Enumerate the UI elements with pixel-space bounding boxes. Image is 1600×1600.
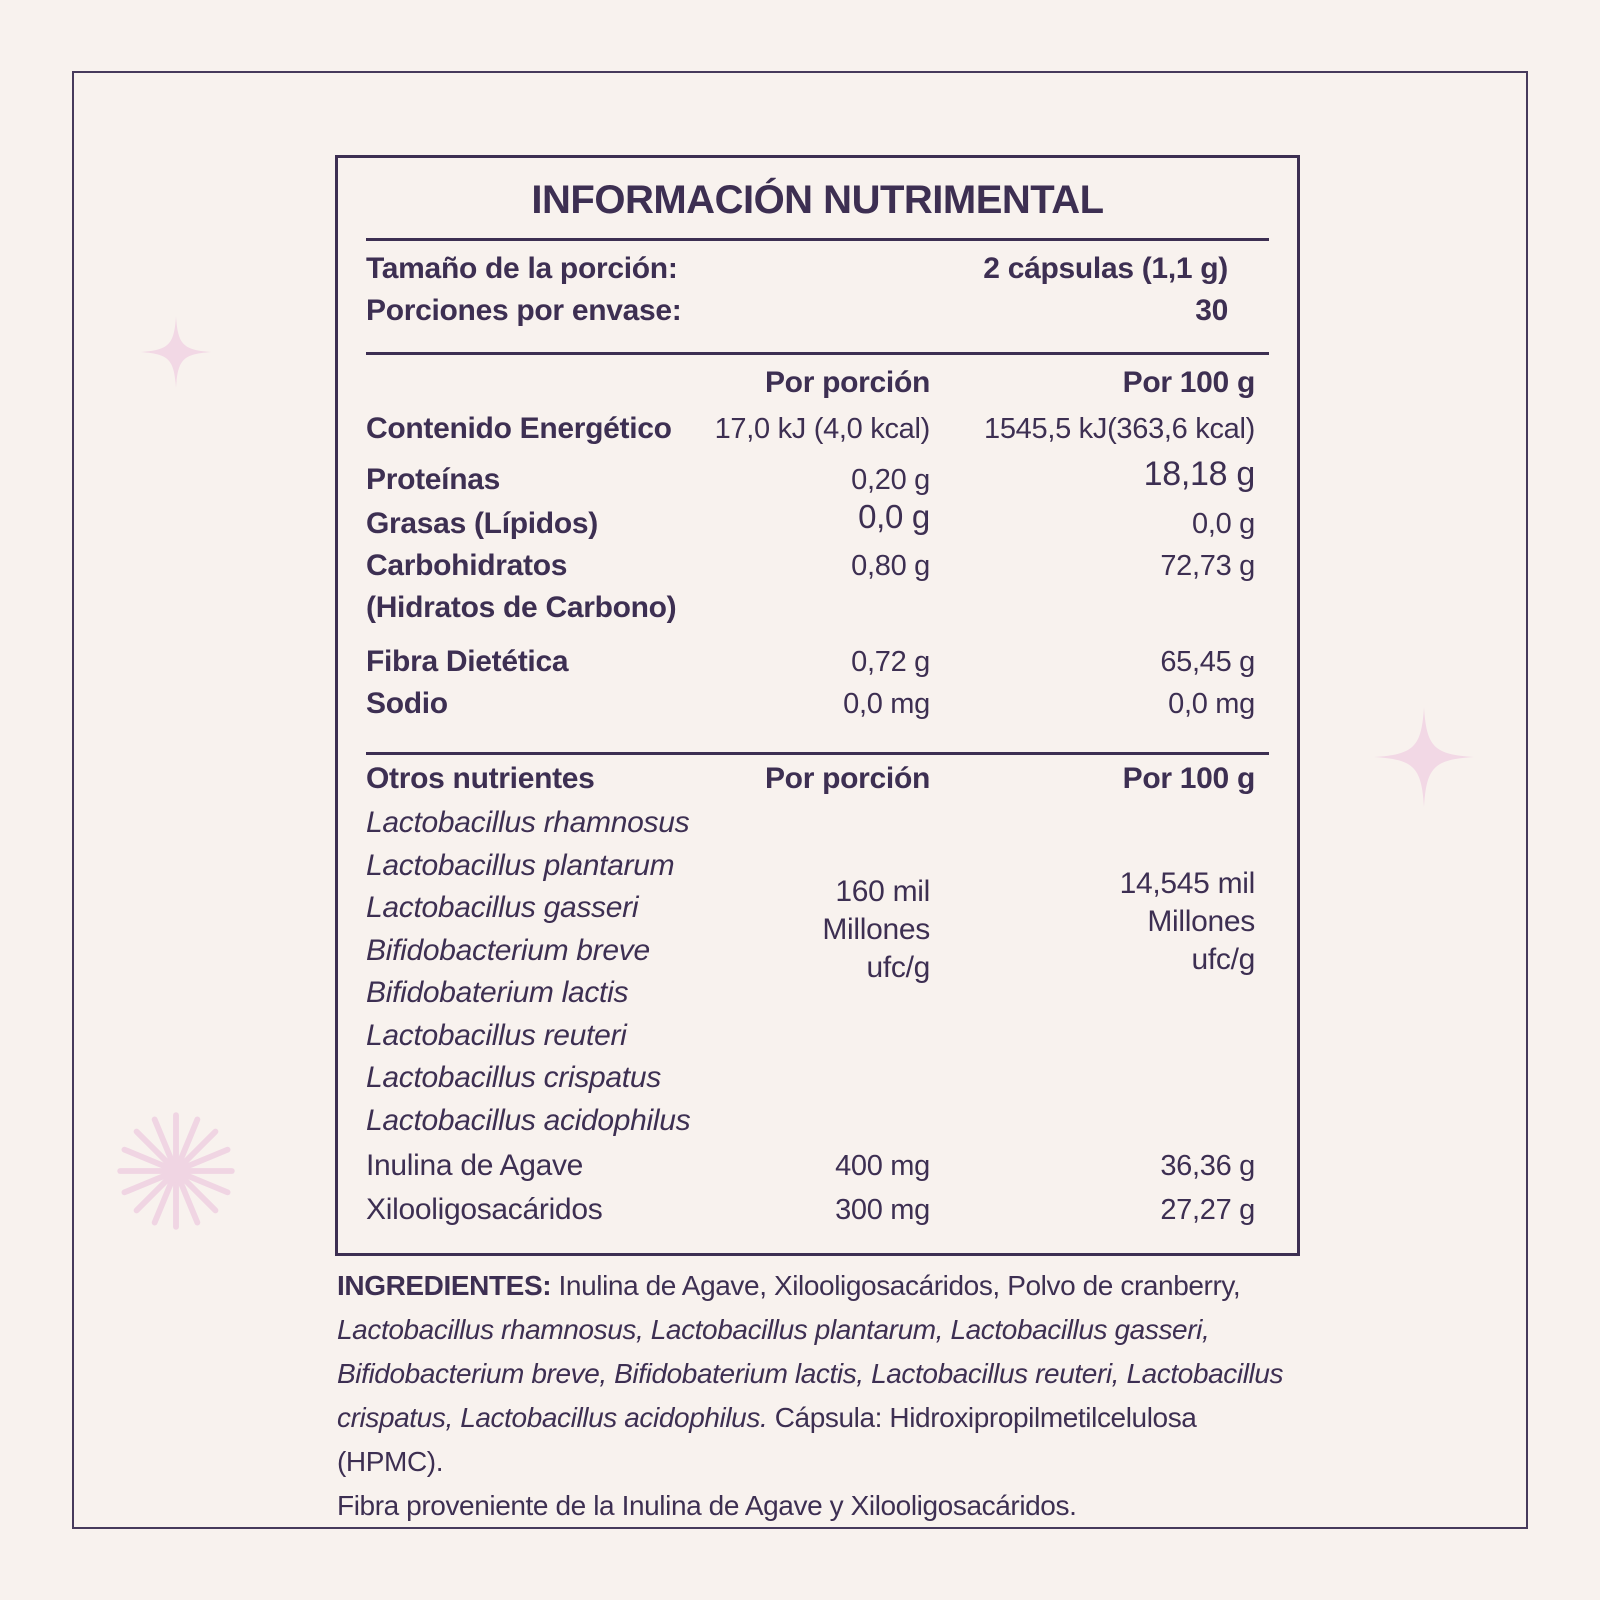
- row-portion-value: 17,0 kJ (4,0 kcal): [714, 413, 930, 445]
- column-header-row: [366, 362, 1269, 404]
- nutrition-panel: [335, 155, 1300, 1256]
- row-label: Contenido Energético: [366, 412, 672, 445]
- row-per100-value: 27,27 g: [1160, 1194, 1255, 1226]
- row-label: Proteínas: [366, 463, 501, 496]
- serving-size-value: 2 cápsulas (1,1 g): [983, 252, 1228, 285]
- species-name: Lactobacillus plantarum: [366, 848, 675, 882]
- species-name: Lactobacillus rhamnosus: [366, 806, 690, 839]
- col-header-per100: Por 100 g: [1122, 366, 1255, 399]
- starburst-icon: [113, 1108, 239, 1234]
- table-row: [366, 587, 1269, 629]
- row-portion-value: 0,0 mg: [843, 688, 930, 720]
- species-per100-value: 14,545 mil Millones ufc/g: [1119, 867, 1255, 976]
- table-row: [366, 683, 1269, 725]
- serving-row: [366, 248, 1269, 290]
- row-per100-value: 72,73 g: [1160, 550, 1255, 582]
- table-row: [366, 1144, 1269, 1188]
- col-header-portion: Por porción: [764, 762, 930, 795]
- table-row: [366, 498, 1269, 545]
- other-nutrients-title: Otros nutrientes: [366, 762, 595, 795]
- divider: [366, 752, 1269, 755]
- row-per100-value: 18,18 g: [1143, 455, 1255, 493]
- row-per100-value: 0,0 mg: [1168, 688, 1255, 720]
- row-label: Sodio: [366, 687, 448, 720]
- col-header-portion: Por porción: [764, 366, 930, 399]
- row-portion-value: 300 mg: [835, 1194, 930, 1226]
- row-label: Xilooligosacáridos: [366, 1193, 603, 1226]
- row-per100-value: 0,0 g: [1192, 508, 1255, 540]
- row-portion-value: 0,0 g: [858, 498, 930, 535]
- species-name: Bifidobacterium breve: [366, 933, 650, 967]
- ingredients-paragraph: INGREDIENTES: Inulina de Agave, Xilooligosacáridos, Polvo de cranberry, Lactobacillus rhamnosus, Lactobacillus plantarum, Lactobacillus gasseri, Bifidobacterium breve, Bifidobaterium lactis, Lactobacillus reuteri, Lactobacillus crispatus, Lactobacillus acidophilus. Cápsula: Hidroxipropilmetilcelulosa (HPMC). Fibra proveniente de la Inulina de Agave y Xilooligosacáridos.: [337, 1270, 1284, 1521]
- servings-per-container-label: Porciones por envase:: [366, 294, 682, 327]
- species-name: Lactobacillus acidophilus: [366, 1103, 691, 1137]
- sparkle-icon: [140, 316, 212, 388]
- row-portion-value: 0,72 g: [851, 646, 930, 678]
- species-name: Lactobacillus reuteri: [366, 1018, 627, 1052]
- panel-title: INFORMACIÓN NUTRIMENTAL: [531, 178, 1104, 222]
- species-portion-value: 160 mil Millones ufc/g: [822, 875, 930, 984]
- table-row: [366, 408, 1269, 450]
- probiotic-species-section: [366, 802, 1269, 1142]
- row-per100-value: 65,45 g: [1160, 646, 1255, 678]
- serving-row: [366, 290, 1269, 332]
- species-name: Lactobacillus gasseri: [366, 891, 639, 924]
- row-label: Grasas (Lípidos): [366, 507, 598, 540]
- col-header-per100: Por 100 g: [1122, 762, 1255, 795]
- other-nutrients-header-row: [366, 758, 1269, 800]
- table-row: [366, 457, 1269, 501]
- row-label: Inulina de Agave: [366, 1149, 584, 1182]
- table-row: [366, 641, 1269, 683]
- row-portion-value: 0,80 g: [851, 550, 930, 582]
- row-per100-value: 1545,5 kJ(363,6 kcal): [984, 413, 1255, 445]
- row-per100-value: 36,36 g: [1160, 1150, 1255, 1182]
- sparkle-icon: [1374, 707, 1474, 807]
- divider: [366, 352, 1269, 355]
- servings-per-container-value: 30: [1195, 294, 1228, 327]
- species-name: Lactobacillus crispatus: [366, 1061, 661, 1094]
- row-portion-value: 0,20 g: [851, 464, 930, 496]
- table-row: [366, 1188, 1269, 1232]
- row-label: (Hidratos de Carbono): [366, 591, 677, 624]
- row-label: Fibra Dietética: [366, 645, 569, 678]
- row-portion-value: 400 mg: [835, 1150, 930, 1182]
- serving-section: [366, 248, 1269, 332]
- extra-nutrients-section: [366, 1144, 1269, 1232]
- divider: [366, 238, 1269, 241]
- table-row: [366, 545, 1269, 587]
- species-name: Bifidobaterium lactis: [366, 976, 629, 1009]
- row-label: Carbohidratos: [366, 549, 568, 582]
- serving-size-label: Tamaño de la porción:: [366, 252, 678, 285]
